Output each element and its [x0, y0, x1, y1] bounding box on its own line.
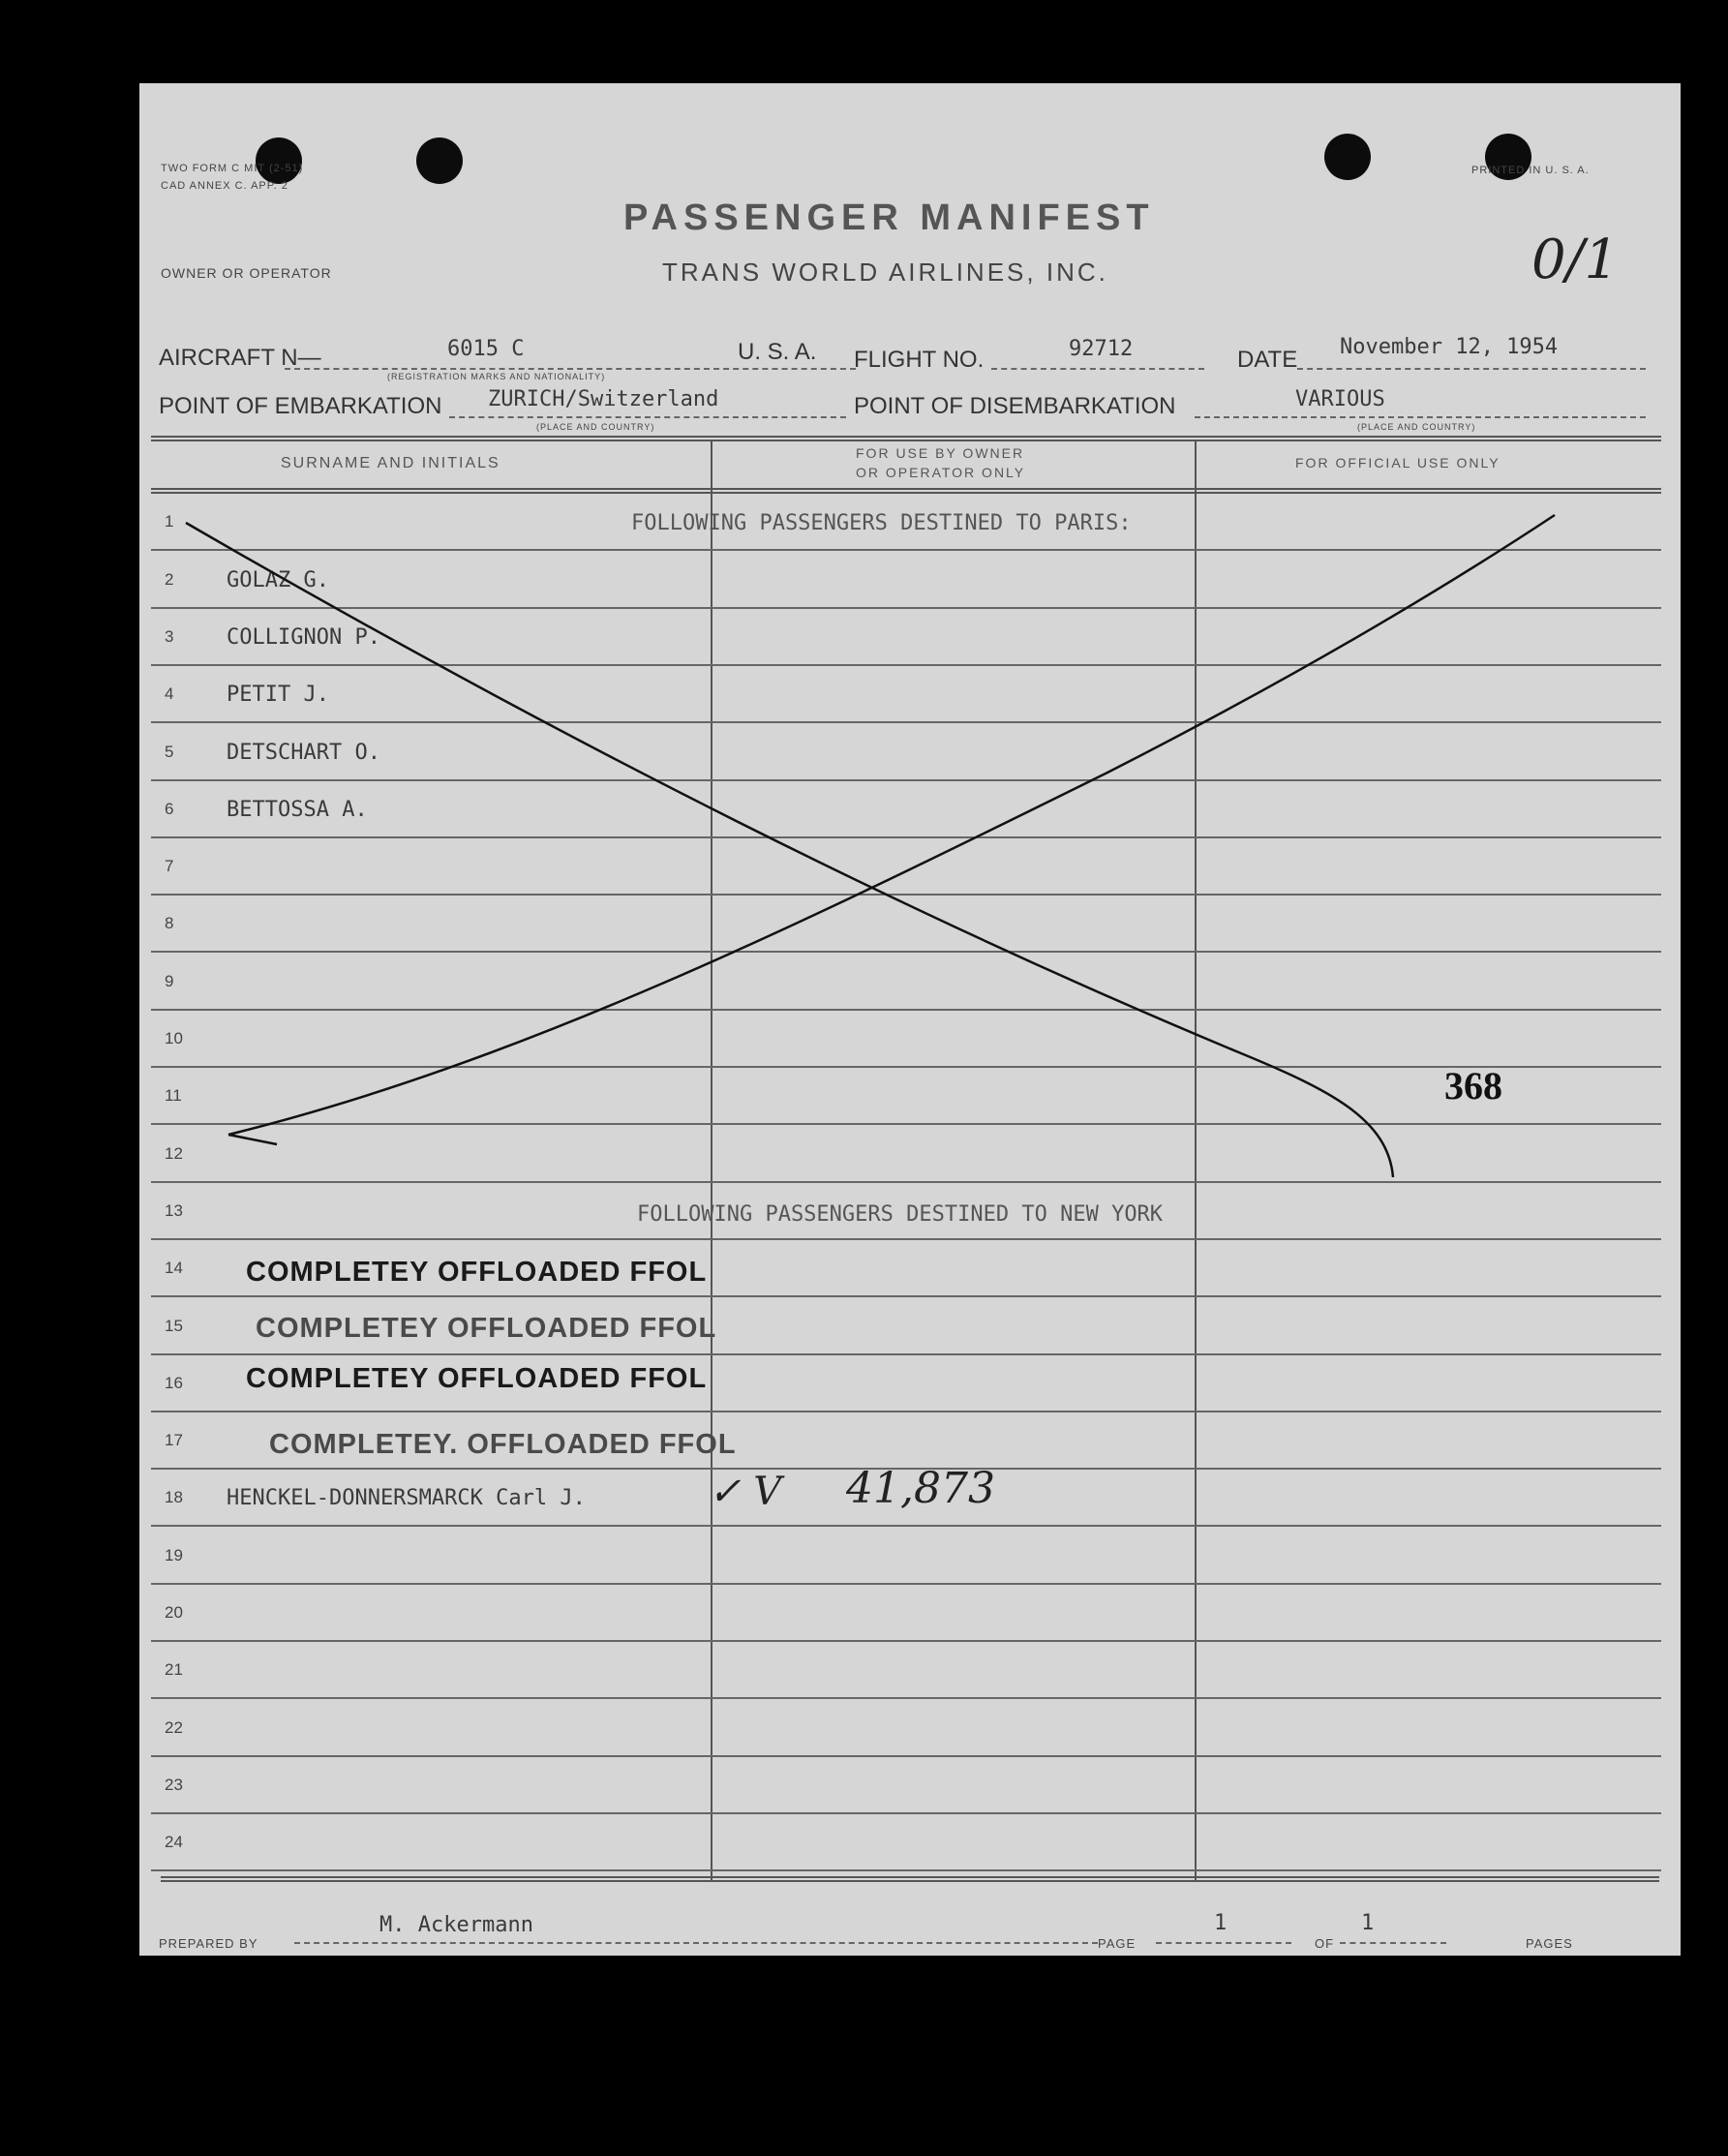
date-label: DATE [1237, 347, 1298, 373]
aircraft-value: 6015 C [447, 337, 525, 361]
row-number: 19 [165, 1545, 183, 1564]
passenger-name: COLLIGNON P. [227, 624, 380, 650]
file-mark: 0/1 [1531, 228, 1620, 291]
place-caption-2: (PLACE AND COUNTRY) [1357, 422, 1476, 432]
page-label: PAGE [1098, 1936, 1137, 1951]
registration-caption: (REGISTRATION MARKS AND NATIONALITY) [387, 372, 606, 381]
cross-out-mark [139, 83, 1681, 1956]
place-caption: (PLACE AND COUNTRY) [536, 422, 655, 432]
prepared-value: M. Ackermann [379, 1913, 533, 1937]
row-number: 10 [165, 1029, 183, 1048]
offloaded-stamp: COMPLETEY OFFLOADED FFOL [256, 1313, 717, 1344]
manifest-sheet [139, 83, 1681, 1956]
embark-value: ZURICH/Switzerland [488, 387, 719, 411]
date-value: November 12, 1954 [1340, 335, 1559, 359]
row-number: 2 [165, 569, 174, 589]
row-number: 6 [165, 799, 174, 818]
official-column-header: FOR OFFICIAL USE ONLY [1295, 455, 1501, 471]
disembark-value: VARIOUS [1295, 387, 1385, 411]
paris-note: FOLLOWING PASSENGERS DESTINED TO PARIS: [631, 511, 1132, 535]
page-value: 1 [1214, 1911, 1228, 1935]
row-number: 7 [165, 857, 174, 876]
page-title: PASSENGER MANIFEST [623, 197, 1155, 238]
handwritten-number: 41,873 [846, 1464, 995, 1513]
row-number: 9 [165, 971, 174, 990]
offloaded-stamp: COMPLETEY OFFLOADED FFOL [246, 1363, 708, 1394]
form-reference: TWO FORM C MIT (2-51) [161, 163, 304, 174]
row-number: 14 [165, 1259, 183, 1278]
surname-column-header: SURNAME AND INITIALS [281, 455, 500, 471]
passenger-name: PETIT J. [227, 683, 329, 708]
row-number: 18 [165, 1488, 183, 1507]
row-number: 1 [165, 512, 174, 531]
cross-out-stroke [228, 1135, 277, 1144]
of-value: 1 [1361, 1911, 1375, 1935]
embark-label: POINT OF EMBARKATION [159, 393, 442, 419]
cross-out-stroke [228, 515, 1555, 1135]
owner-label: OWNER OR OPERATOR [161, 265, 332, 281]
passenger-name: GOLAZ G. [227, 567, 329, 592]
flight-value: 92712 [1069, 337, 1134, 361]
row-number: 13 [165, 1200, 183, 1220]
disembark-label: POINT OF DISEMBARKATION [854, 393, 1176, 419]
aircraft-label: AIRCRAFT N— [159, 345, 321, 371]
row-number: 11 [165, 1086, 182, 1106]
nationality-label: U. S. A. [738, 339, 817, 365]
row-number: 8 [165, 914, 174, 933]
row-number: 17 [165, 1431, 183, 1450]
row-number: 22 [165, 1717, 183, 1737]
offloaded-stamp: COMPLETEY. OFFLOADED FFOL [269, 1429, 737, 1460]
row-number: 24 [165, 1833, 183, 1852]
owner-column-header-2: OR OPERATOR ONLY [856, 465, 1026, 480]
prepared-underline [294, 1942, 1098, 1944]
row-number: 23 [165, 1775, 183, 1794]
airline-name: TRANS WORLD AIRLINES, INC. [662, 258, 1108, 287]
of-label: OF [1315, 1936, 1335, 1951]
form-reference-2: CAD ANNEX C. APP. 2 [161, 180, 288, 192]
cross-out-stroke [186, 523, 1393, 1177]
prepared-label: PREPARED BY [159, 1936, 258, 1951]
row-number: 20 [165, 1603, 183, 1622]
passenger-name: HENCKEL-DONNERSMARCK Carl J. [227, 1486, 586, 1511]
page-underline [1156, 1942, 1291, 1944]
row-number: 21 [165, 1660, 183, 1680]
row-number: 4 [165, 684, 174, 704]
offloaded-stamp: COMPLETEY OFFLOADED FFOL [246, 1257, 708, 1288]
passenger-name: DETSCHART O. [227, 740, 380, 765]
printed-in: PRINTED IN U. S. A. [1471, 165, 1590, 176]
row-number: 5 [165, 742, 174, 761]
flight-label: FLIGHT NO. [854, 347, 985, 373]
row-number: 3 [165, 626, 174, 646]
pages-label: PAGES [1526, 1936, 1573, 1951]
of-underline [1340, 1942, 1446, 1944]
tick-marks: ✓ V [709, 1470, 782, 1514]
passenger-name: BETTOSSA A. [227, 797, 368, 822]
row-number: 12 [165, 1143, 183, 1163]
row-number: 15 [165, 1316, 183, 1335]
stamped-number: 368 [1444, 1064, 1502, 1108]
newyork-note: FOLLOWING PASSENGERS DESTINED TO NEW YORK [637, 1202, 1164, 1227]
owner-column-header: FOR USE BY OWNER [856, 445, 1025, 461]
row-number: 16 [165, 1373, 183, 1392]
